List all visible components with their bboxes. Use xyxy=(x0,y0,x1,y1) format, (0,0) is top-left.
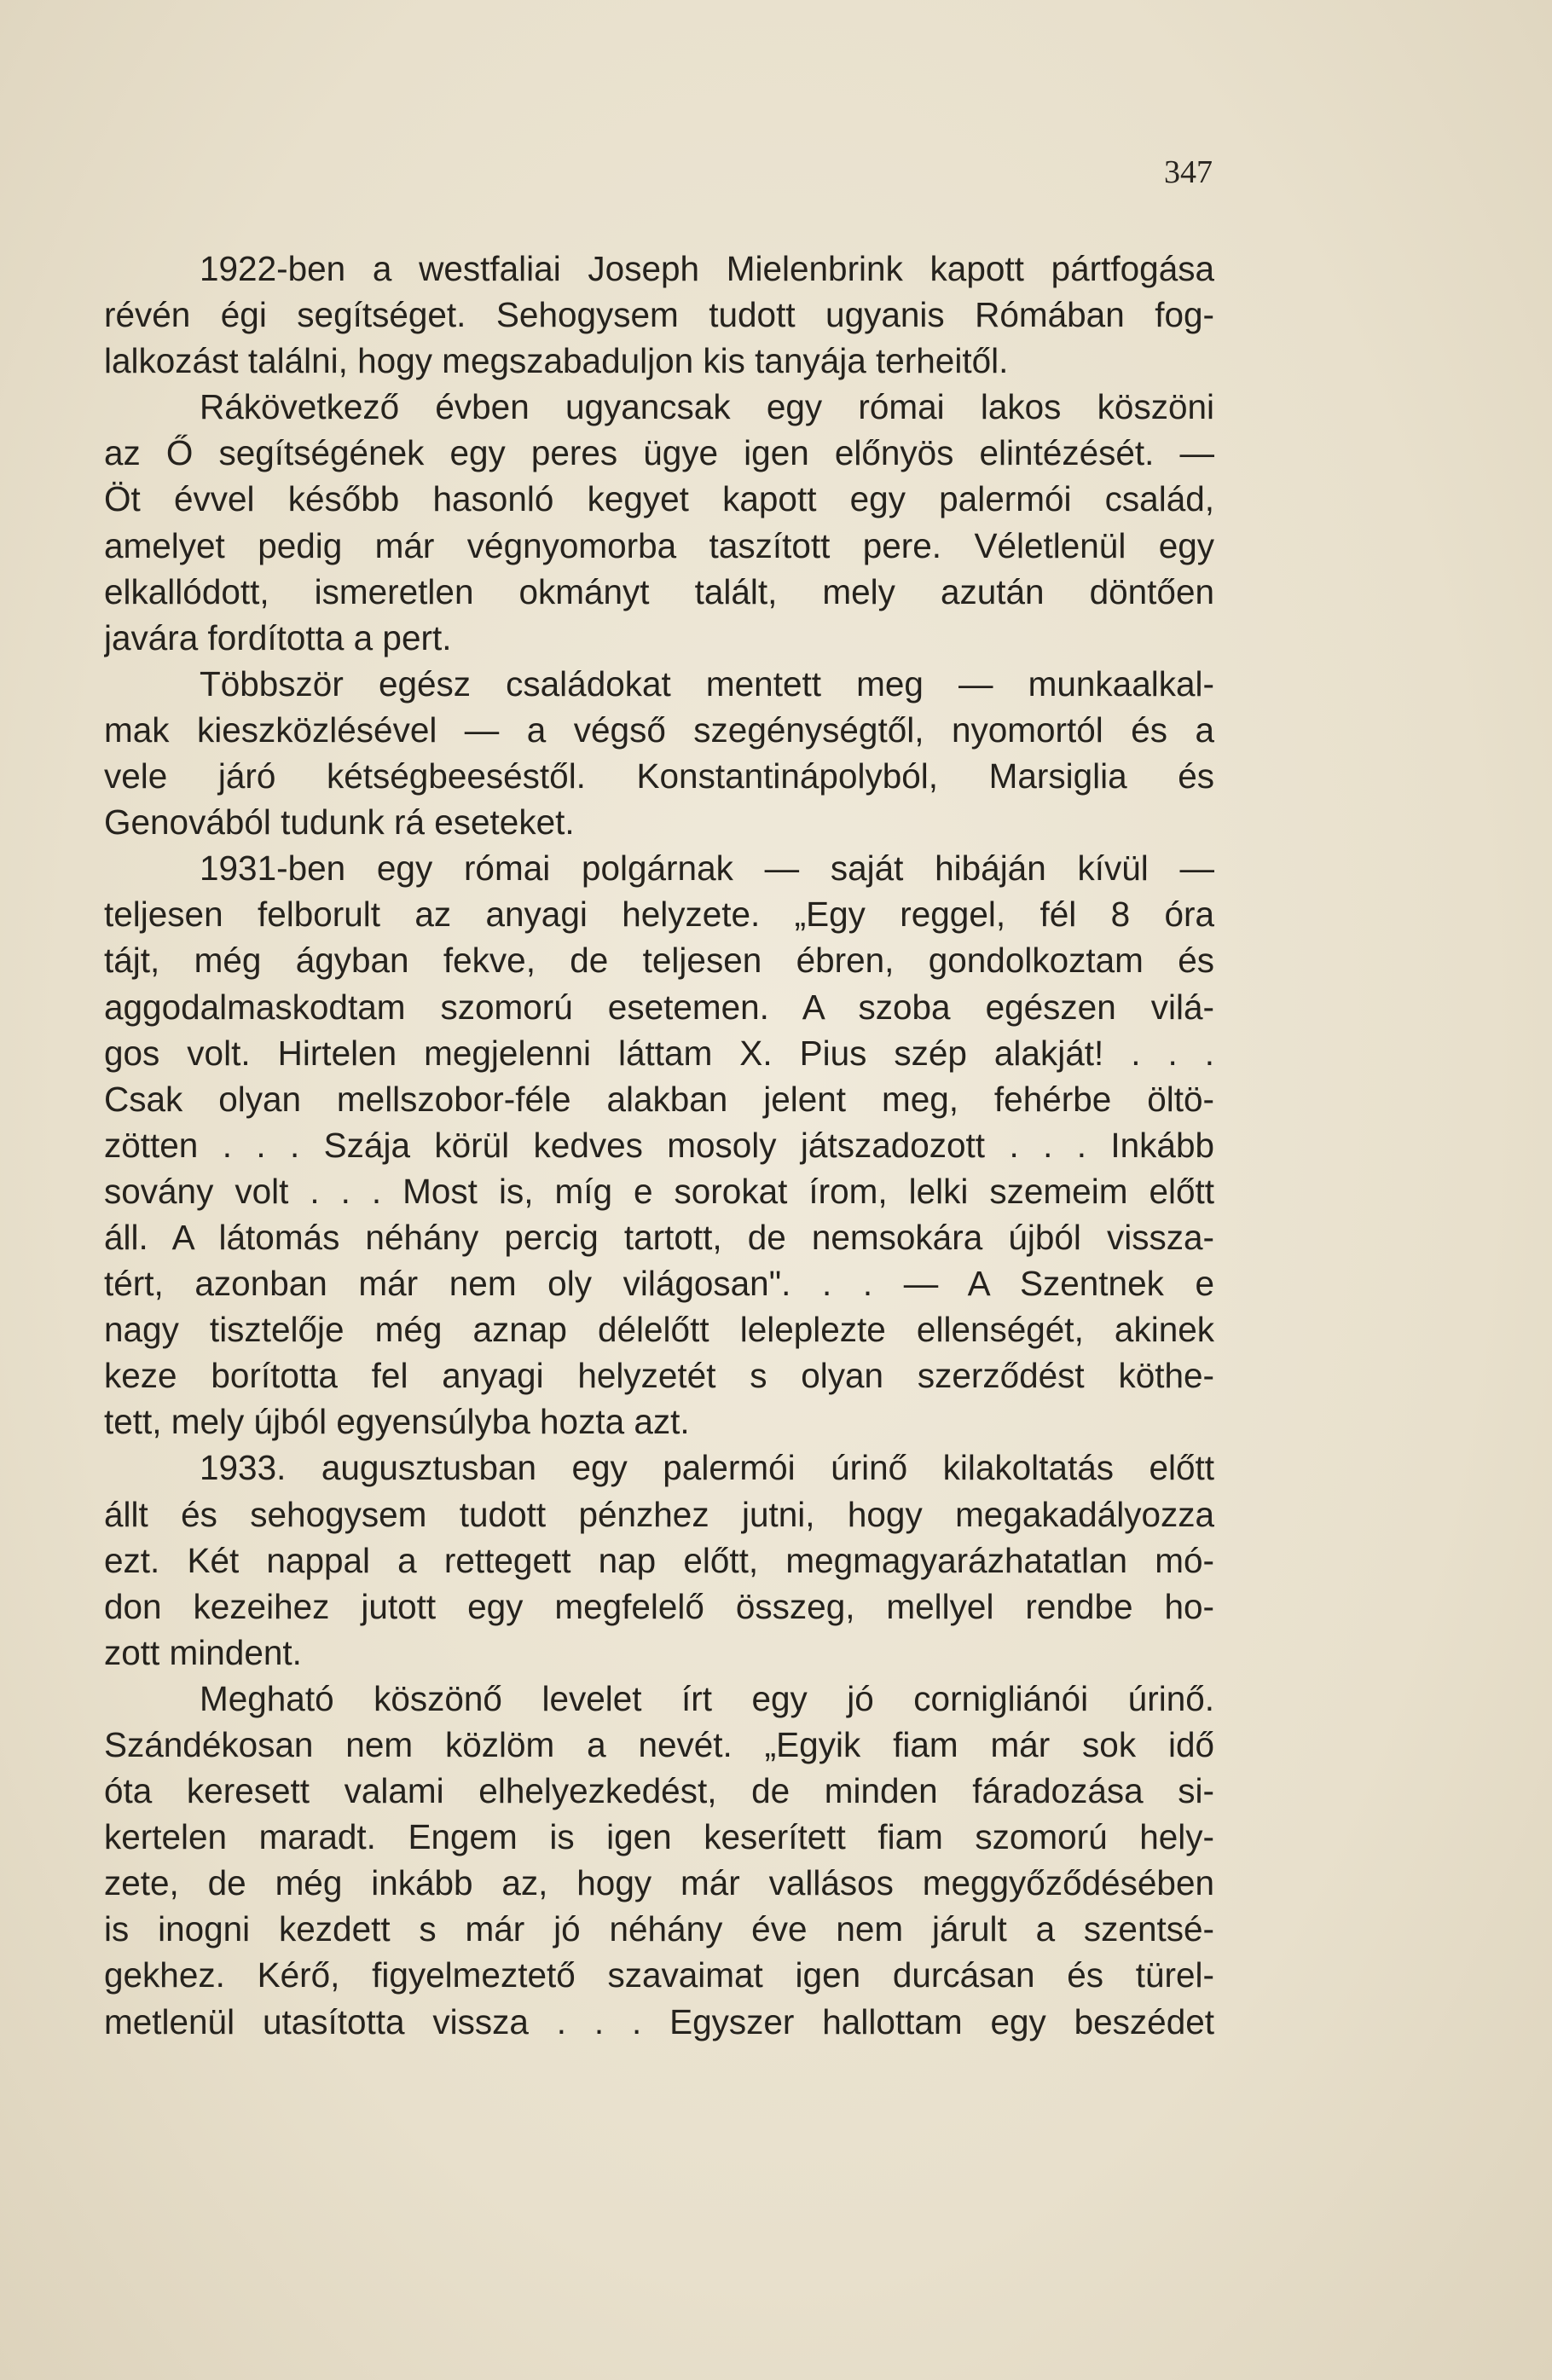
text-line: tett, mely újból egyensúlyba hozta azt. xyxy=(104,1402,690,1442)
text-line: révén égi segítséget. Sehogysem tudott ugyanis Rómában fog- xyxy=(104,295,1214,335)
text-line: javára fordította a pert. xyxy=(104,617,452,657)
text-line: don kezeihez jutott egy megfelelő összeg, mellyel rendbe ho- xyxy=(104,1586,1214,1626)
text-line: 1922-ben a westfaliai Joseph Mielenbrink kapott pártfogása xyxy=(200,249,1214,288)
body-text xyxy=(104,246,1214,2045)
text-line: Szándékosan nem közlöm a nevét. „Egyik fiam már sok idő xyxy=(104,1725,1214,1764)
text-line: elkallódott, ismeretlen okmányt talált, mely azután döntően xyxy=(104,571,1214,611)
text-line: tért, azonban már nem oly világosan". . . — A Szentnek e xyxy=(104,1264,1214,1304)
paragraph xyxy=(104,384,1214,661)
text-line: áll. A látomás néhány percig tartott, de nemsokára újból vissza- xyxy=(104,1217,1214,1257)
text-line: Genovából tudunk rá eseteket. xyxy=(104,802,575,843)
paragraph xyxy=(104,661,1214,845)
text-line: az Ő segítségének egy peres ügye igen előnyös elintézését. — xyxy=(104,433,1214,473)
paragraph xyxy=(104,246,1214,384)
text-line: gekhez. Kérő, figyelmeztető szavaimat igen durcásan és türel- xyxy=(104,1955,1214,1995)
text-line: állt és sehogysem tudott pénzhez jutni, hogy megakadályozza xyxy=(104,1494,1214,1534)
text-line: Csak olyan mellszobor-féle alakban jelent meg, fehérbe öltö- xyxy=(104,1079,1214,1119)
text-line: zete, de még inkább az, hogy már vallásos meggyőződésében xyxy=(104,1863,1214,1903)
text-line: mak kieszközlésével — a végső szegénységtől, nyomortól és a xyxy=(104,709,1214,750)
text-line: Többször egész családokat mentett meg — munkaalkal- xyxy=(200,663,1214,704)
text-line: ezt. Két nappal a rettegett nap előtt, megmagyarázhatatlan mó- xyxy=(104,1540,1214,1580)
page-number: 347 xyxy=(1164,154,1213,190)
text-line: Öt évvel később hasonló kegyet kapott egy palermói család, xyxy=(104,479,1214,519)
text-line: 1933. augusztusban egy palermói úrinő kilakoltatás előtt xyxy=(200,1448,1214,1488)
text-line: Megható köszönő levelet írt egy jó cornigliánói úrinő. xyxy=(200,1678,1214,1718)
text-line: amelyet pedig már végnyomorba taszított pere. Véletlenül egy xyxy=(104,525,1214,565)
text-line: is inogni kezdett s már jó néhány éve nem járult a szentsé- xyxy=(104,1909,1214,1949)
text-line: metlenül utasította vissza . . . Egyszer hallottam egy beszédet xyxy=(104,2001,1214,2041)
text-line: zötten . . . Szája körül kedves mosoly játszadozott . . . Inkább xyxy=(104,1125,1214,1165)
text-line: sovány volt . . . Most is, míg e sorokat írom, lelki szemeim előtt xyxy=(104,1171,1214,1211)
text-line: keze borította fel anyagi helyzetét s olyan szerződést köthe- xyxy=(104,1356,1214,1396)
text-line: tájt, még ágyban fekve, de teljesen ébren, gondolkoztam és xyxy=(104,941,1214,981)
text-line: zott mindent. xyxy=(104,1632,302,1672)
text-line: óta keresett valami elhelyezkedést, de minden fáradozása si- xyxy=(104,1771,1214,1811)
text-line: nagy tisztelője még aznap délelőtt leleplezte ellenségét, akinek xyxy=(104,1310,1214,1350)
text-line: kertelen maradt. Engem is igen keserített fiam szomorú hely- xyxy=(104,1817,1214,1857)
text-line: 1931-ben egy római polgárnak — saját hibáján kívül — xyxy=(200,848,1214,889)
paragraph xyxy=(104,1676,1214,2045)
text-line: teljesen felborult az anyagi helyzete. „Egy reggel, fél 8 óra xyxy=(104,895,1214,935)
text-line: vele járó kétségbeeséstől. Konstantinápolyból, Marsiglia és xyxy=(104,756,1214,796)
paragraph xyxy=(104,845,1214,1445)
text-line: aggodalmaskodtam szomorú esetemen. A szoba egészen vilá- xyxy=(104,987,1214,1027)
text-line: gos volt. Hirtelen megjelenni láttam X. Pius szép alakját! . . . xyxy=(104,1033,1214,1073)
paragraph xyxy=(104,1445,1214,1675)
text-line: lalkozást találni, hogy megszabaduljon kis tanyája terheitől. xyxy=(104,341,1009,381)
text-line: Rákövetkező évben ugyancsak egy római lakos köszöni xyxy=(200,387,1214,427)
